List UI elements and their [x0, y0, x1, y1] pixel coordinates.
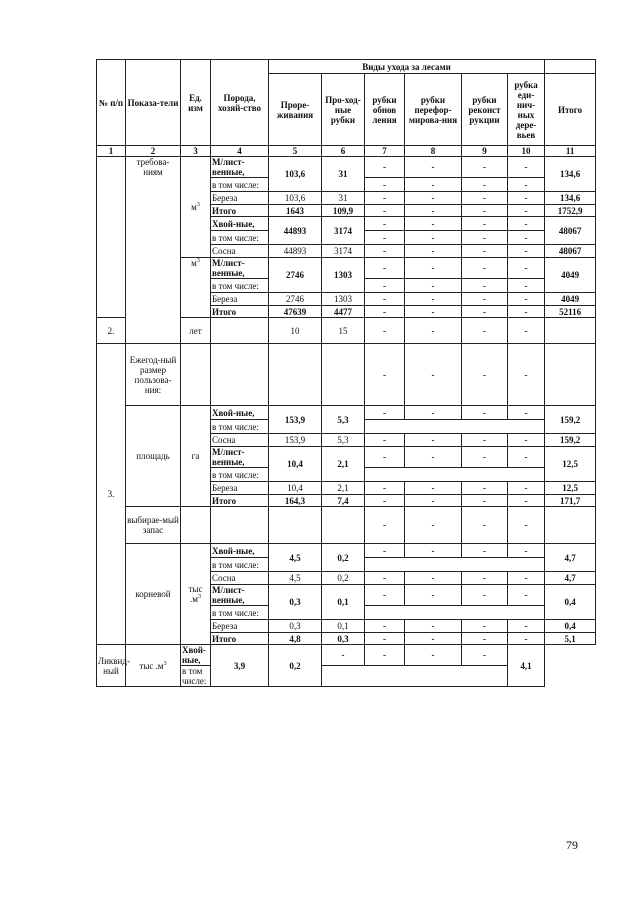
species-cell: Береза — [211, 482, 269, 495]
species-cell: Итого — [211, 306, 269, 318]
value-passage: 31 — [322, 157, 365, 192]
value-passage: 0,3 — [322, 633, 365, 645]
value-cell: - — [405, 645, 462, 666]
species-cell — [211, 318, 269, 344]
value-thinning: 3,9 — [211, 645, 269, 687]
row-number: 3. — [97, 344, 126, 645]
col-number-1: 1 — [97, 146, 126, 157]
species-cell: в том числе: — [181, 666, 211, 687]
value-cell: - — [508, 217, 545, 231]
indicator-cell: выбирае-мый запас — [126, 507, 181, 544]
value-thinning: 44893 — [269, 245, 322, 258]
value-cell: - — [462, 572, 508, 585]
col-header-single-trees: рубка еди-нич-ных дере-вьев — [508, 74, 545, 146]
species-cell: Береза — [211, 293, 269, 306]
value-cell: - — [508, 157, 545, 178]
species-cell: Сосна — [211, 245, 269, 258]
value-cell: - — [508, 572, 545, 585]
value-cell: - — [462, 344, 508, 406]
value-cell: - — [405, 585, 462, 606]
unit-cell: тыс $.м^3$ — [181, 544, 211, 645]
value-cell: - — [405, 633, 462, 645]
value-passage: 0,2 — [322, 544, 365, 572]
value-total: 52116 — [545, 306, 596, 318]
value-total — [545, 318, 596, 344]
species-cell — [211, 507, 269, 544]
unit-cell: лет — [181, 318, 211, 344]
value-total — [545, 344, 596, 406]
value-total: 48067 — [545, 217, 596, 245]
value-passage: 5,3 — [322, 434, 365, 447]
value-cell: - — [462, 178, 508, 192]
value-total: 5,1 — [545, 633, 596, 645]
value-cell: - — [508, 306, 545, 318]
value-cell: - — [508, 192, 545, 205]
value-cell: - — [365, 178, 405, 192]
value-cell: - — [365, 495, 405, 507]
value-cell: - — [405, 406, 462, 420]
species-cell: Сосна — [211, 572, 269, 585]
species-cell: М/лист-венные, — [211, 447, 269, 468]
value-thinning: 153,9 — [269, 406, 322, 434]
species-cell: Хвой-ные, — [211, 544, 269, 558]
value-passage: 1303 — [322, 258, 365, 293]
unit-cell: га — [181, 406, 211, 507]
value-cell: - — [508, 507, 545, 544]
value-cell: - — [405, 178, 462, 192]
value-cell: - — [365, 645, 405, 666]
value-cell: - — [508, 585, 545, 606]
value-cell: - — [462, 620, 508, 633]
value-total: 48067 — [545, 245, 596, 258]
value-cell: - — [365, 434, 405, 447]
value-thinning: 10,4 — [269, 482, 322, 495]
value-cell: - — [462, 406, 508, 420]
value-total: 12,5 — [545, 447, 596, 482]
col-header-blank — [545, 60, 596, 74]
value-total: 4,1 — [508, 645, 545, 687]
value-cell: - — [508, 447, 545, 468]
value-cell: - — [462, 306, 508, 318]
value-cell — [365, 420, 545, 434]
value-thinning: 4,5 — [269, 544, 322, 572]
value-cell: - — [365, 544, 405, 558]
table-row — [97, 507, 596, 544]
value-thinning: 44893 — [269, 217, 322, 245]
value-cell: - — [365, 157, 405, 178]
col-number-6: 6 — [322, 146, 365, 157]
value-thinning: 1643 — [269, 205, 322, 217]
value-thinning: 0,3 — [269, 620, 322, 633]
species-cell: Итого — [211, 495, 269, 507]
value-cell: - — [462, 231, 508, 245]
value-total — [545, 507, 596, 544]
value-cell: - — [508, 231, 545, 245]
value-total: 12,5 — [545, 482, 596, 495]
value-total: 0,4 — [545, 620, 596, 633]
value-cell: - — [508, 205, 545, 217]
value-thinning: 103,6 — [269, 192, 322, 205]
species-cell: в том числе: — [211, 558, 269, 572]
species-cell — [211, 344, 269, 406]
species-cell: в том числе: — [211, 279, 269, 293]
value-cell: - — [508, 318, 545, 344]
value-cell: - — [365, 633, 405, 645]
value-cell: - — [405, 258, 462, 279]
value-cell: - — [365, 217, 405, 231]
col-header-care-types: Виды ухода за лесами — [269, 60, 545, 74]
value-cell: - — [462, 507, 508, 544]
species-cell: Береза — [211, 620, 269, 633]
value-passage: 4477 — [322, 306, 365, 318]
value-cell: - — [405, 544, 462, 558]
col-header-renewal-cuts: рубки обнов ления — [365, 74, 405, 146]
value-thinning: 2746 — [269, 258, 322, 293]
indicator-cell: Ликвид-ный — [97, 645, 126, 687]
value-cell: - — [508, 495, 545, 507]
col-number-9: 9 — [462, 146, 508, 157]
value-passage: 3174 — [322, 217, 365, 245]
value-cell: - — [405, 205, 462, 217]
value-cell: - — [365, 258, 405, 279]
value-thinning: 164,3 — [269, 495, 322, 507]
value-cell: - — [462, 293, 508, 306]
value-passage: 2,1 — [322, 482, 365, 495]
value-cell: - — [508, 245, 545, 258]
indicator-cell: площадь — [126, 406, 181, 507]
species-cell: в том числе: — [211, 231, 269, 245]
value-passage — [322, 507, 365, 544]
value-cell: - — [508, 620, 545, 633]
row-number: 2. — [97, 318, 126, 344]
value-cell: - — [365, 205, 405, 217]
value-passage: 31 — [322, 192, 365, 205]
value-cell: - — [462, 205, 508, 217]
table-row — [97, 406, 596, 420]
value-total: 4,7 — [545, 572, 596, 585]
value-cell: - — [405, 318, 462, 344]
value-cell: - — [462, 279, 508, 293]
value-cell: - — [405, 231, 462, 245]
value-cell: - — [462, 585, 508, 606]
value-cell — [365, 558, 545, 572]
value-cell: - — [508, 544, 545, 558]
value-passage: 109,9 — [322, 205, 365, 217]
value-cell: - — [508, 434, 545, 447]
col-header-reconstruction-cuts: рубки реконст рукции — [462, 74, 508, 146]
value-cell: - — [508, 178, 545, 192]
col-header-passage-cuts: Про-ход-ные рубки — [322, 74, 365, 146]
value-passage: 0,2 — [269, 645, 322, 687]
value-total: 171,7 — [545, 495, 596, 507]
page-number: 79 — [566, 838, 578, 852]
value-thinning: 4,8 — [269, 633, 322, 645]
value-cell: - — [462, 633, 508, 645]
value-cell: - — [405, 217, 462, 231]
value-passage: 0,2 — [322, 572, 365, 585]
value-passage — [322, 344, 365, 406]
value-total: 4049 — [545, 293, 596, 306]
value-thinning: 47639 — [269, 306, 322, 318]
value-passage: 5,3 — [322, 406, 365, 434]
value-thinning: 10,4 — [269, 447, 322, 482]
value-cell: - — [462, 258, 508, 279]
value-cell: - — [365, 572, 405, 585]
col-header-thinning: Проре-живания — [269, 74, 322, 146]
species-cell: Итого — [211, 633, 269, 645]
value-cell: - — [405, 572, 462, 585]
value-cell: - — [365, 447, 405, 468]
value-passage: 1303 — [322, 293, 365, 306]
col-header-species: Порода, хозяй-ство — [211, 60, 269, 146]
value-cell: - — [462, 192, 508, 205]
species-cell: М/лист-венные, — [211, 157, 269, 178]
value-thinning: 103,6 — [269, 157, 322, 192]
col-header-total: Итого — [545, 74, 596, 146]
value-total: 4,7 — [545, 544, 596, 572]
value-cell: - — [405, 620, 462, 633]
species-cell: в том числе: — [211, 178, 269, 192]
table-row — [97, 157, 596, 178]
value-cell: - — [405, 245, 462, 258]
value-cell: - — [462, 217, 508, 231]
species-cell: Сосна — [211, 434, 269, 447]
col-number-2: 2 — [126, 146, 181, 157]
value-passage: 15 — [322, 318, 365, 344]
value-cell: - — [462, 434, 508, 447]
value-cell — [365, 606, 545, 620]
value-cell: - — [508, 406, 545, 420]
value-passage: 2,1 — [322, 447, 365, 482]
value-total: 0,4 — [545, 585, 596, 620]
value-total: 134,6 — [545, 192, 596, 205]
table-row — [97, 544, 596, 558]
col-number-7: 7 — [365, 146, 405, 157]
indicator-cell: Ежегод-ный размер пользова-ния: — [126, 344, 181, 406]
unit-cell — [181, 507, 211, 544]
value-thinning — [269, 344, 322, 406]
col-number-8: 8 — [405, 146, 462, 157]
value-cell: - — [405, 447, 462, 468]
col-header-num: № п/п — [97, 60, 126, 146]
value-cell: - — [508, 258, 545, 279]
value-thinning: 153,9 — [269, 434, 322, 447]
value-cell: - — [365, 482, 405, 495]
value-cell: - — [462, 157, 508, 178]
value-thinning: 4,5 — [269, 572, 322, 585]
value-cell: - — [405, 306, 462, 318]
value-cell — [322, 666, 508, 687]
indicator-cell: требова-ниям — [126, 157, 181, 344]
value-cell: - — [365, 231, 405, 245]
unit-cell — [181, 344, 211, 406]
indicator-cell: корневой — [126, 544, 181, 645]
value-cell: - — [365, 620, 405, 633]
value-cell: - — [508, 293, 545, 306]
col-number-5: 5 — [269, 146, 322, 157]
value-total: 159,2 — [545, 434, 596, 447]
value-passage: 0,1 — [322, 585, 365, 620]
value-cell: - — [405, 279, 462, 293]
value-passage: 3174 — [322, 245, 365, 258]
col-header-reformation-cuts: рубки перефор-мирова-ния — [405, 74, 462, 146]
value-cell: - — [462, 482, 508, 495]
value-cell: - — [365, 279, 405, 293]
species-cell: в том числе: — [211, 468, 269, 482]
unit-cell: $м^3$ — [181, 157, 211, 258]
value-cell: - — [365, 406, 405, 420]
species-cell: М/лист-венные, — [211, 585, 269, 606]
value-total: 4049 — [545, 258, 596, 293]
value-cell: - — [365, 318, 405, 344]
value-cell: - — [405, 507, 462, 544]
value-cell: - — [462, 245, 508, 258]
value-thinning: 10 — [269, 318, 322, 344]
value-cell: - — [322, 645, 365, 666]
value-total: 134,6 — [545, 157, 596, 192]
value-cell: - — [462, 544, 508, 558]
value-thinning — [269, 507, 322, 544]
value-cell — [365, 468, 545, 482]
value-cell: - — [365, 344, 405, 406]
value-cell: - — [405, 344, 462, 406]
table-row — [97, 344, 596, 406]
value-cell: - — [365, 245, 405, 258]
value-cell: - — [462, 645, 508, 666]
species-cell: М/лист-венные, — [211, 258, 269, 279]
value-cell: - — [365, 507, 405, 544]
col-number-10: 10 — [508, 146, 545, 157]
col-number-3: 3 — [181, 146, 211, 157]
species-cell: в том числе: — [211, 606, 269, 620]
value-thinning: 2746 — [269, 293, 322, 306]
value-cell: - — [365, 585, 405, 606]
species-cell: Хвой-ные, — [211, 217, 269, 231]
value-thinning: 0,3 — [269, 585, 322, 620]
value-cell: - — [365, 293, 405, 306]
value-cell: - — [508, 633, 545, 645]
value-cell: - — [508, 482, 545, 495]
value-total: 159,2 — [545, 406, 596, 434]
row-number — [97, 157, 126, 318]
value-cell: - — [405, 157, 462, 178]
col-number-4: 4 — [211, 146, 269, 157]
value-cell: - — [365, 192, 405, 205]
species-cell: Итого — [211, 205, 269, 217]
value-cell: - — [462, 447, 508, 468]
value-cell: - — [462, 495, 508, 507]
species-cell: Береза — [211, 192, 269, 205]
value-cell: - — [365, 306, 405, 318]
value-cell: - — [462, 318, 508, 344]
species-cell: в том числе: — [211, 420, 269, 434]
species-cell: Хвой-ные, — [211, 406, 269, 420]
value-cell: - — [508, 344, 545, 406]
unit-cell: $м^3$ — [181, 258, 211, 318]
forest-care-table — [96, 59, 596, 687]
value-cell: - — [405, 434, 462, 447]
value-cell: - — [405, 482, 462, 495]
col-header-unit: Ед. изм — [181, 60, 211, 146]
col-header-indicators: Показа-тели — [126, 60, 181, 146]
species-cell: Хвой-ные, — [181, 645, 211, 666]
value-cell: - — [405, 293, 462, 306]
value-cell: - — [405, 192, 462, 205]
col-number-11: 11 — [545, 146, 596, 157]
table-row — [97, 645, 596, 666]
unit-cell: тыс $.м^3$ — [126, 645, 181, 687]
value-total: 1752,9 — [545, 205, 596, 217]
value-passage: 0,1 — [322, 620, 365, 633]
value-passage: 7,4 — [322, 495, 365, 507]
value-cell: - — [405, 495, 462, 507]
value-cell: - — [508, 279, 545, 293]
